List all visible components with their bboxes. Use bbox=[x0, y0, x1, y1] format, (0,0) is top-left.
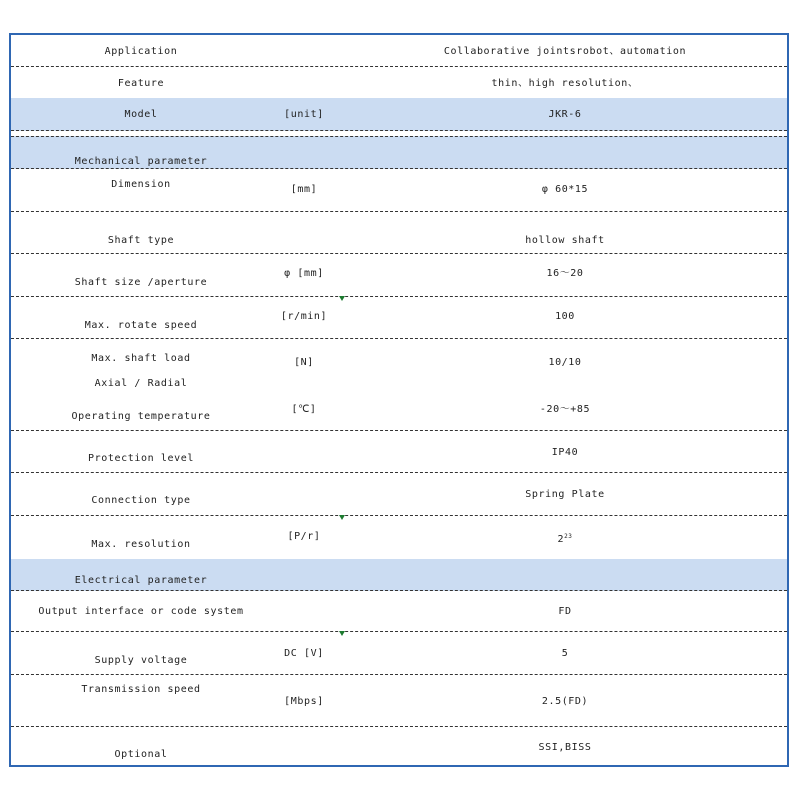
supply-voltage-label: Supply voltage bbox=[94, 655, 188, 666]
green-marker-icon bbox=[339, 631, 345, 636]
connection-value: Spring Plate bbox=[525, 489, 605, 500]
row-connection bbox=[11, 473, 787, 516]
output-interface-label: Output interface or code system bbox=[38, 606, 244, 617]
application-value: Collaborative jointsrobot、automation bbox=[443, 46, 687, 57]
resolution-value bbox=[557, 531, 572, 546]
rotate-speed-label: Max. rotate speed bbox=[84, 320, 198, 331]
row-dimension bbox=[11, 169, 787, 212]
row-shaft-type bbox=[11, 212, 787, 254]
transmission-unit: [Mbps] bbox=[284, 696, 324, 707]
shaft-type-value: hollow shaft bbox=[525, 235, 605, 246]
row-shaft-size bbox=[11, 254, 787, 297]
green-marker-icon bbox=[339, 296, 345, 301]
protection-label: Protection level bbox=[88, 453, 194, 464]
connection-label: Connection type bbox=[91, 495, 191, 506]
feature-value: thin、high resolution、 bbox=[491, 78, 639, 89]
shaft-size-unit: φ [mm] bbox=[284, 268, 324, 279]
row-electrical-section bbox=[11, 559, 787, 591]
row-transmission bbox=[11, 675, 787, 727]
row-shaft-load bbox=[11, 339, 787, 387]
feature-label: Feature bbox=[117, 78, 165, 89]
model-label: Model bbox=[124, 109, 158, 120]
dimension-label: Dimension bbox=[111, 179, 171, 190]
resolution-label: Max. resolution bbox=[91, 539, 191, 550]
output-interface-value: FD bbox=[558, 606, 572, 617]
shaft-size-label: Shaft size /aperture bbox=[74, 277, 208, 288]
rotate-speed-unit: [r/min] bbox=[280, 311, 328, 322]
rotate-speed-value: 100 bbox=[555, 311, 575, 322]
dimension-unit: [mm] bbox=[290, 184, 318, 195]
row-protection bbox=[11, 431, 787, 473]
shaft-load-label: Max. shaft load bbox=[91, 353, 191, 364]
spec-table bbox=[9, 33, 789, 767]
optional-label: Optional bbox=[114, 749, 168, 760]
protection-value: IP40 bbox=[551, 447, 579, 458]
row-application bbox=[11, 35, 787, 67]
row-output-interface bbox=[11, 591, 787, 632]
supply-voltage-value: 5 bbox=[561, 648, 569, 659]
temperature-unit: [℃] bbox=[291, 404, 317, 415]
row-feature bbox=[11, 67, 787, 100]
row-resolution bbox=[11, 516, 787, 559]
temperature-label: Operating temperature bbox=[71, 411, 211, 422]
supply-voltage-unit: DC [V] bbox=[284, 648, 324, 659]
row-model bbox=[11, 98, 787, 131]
temperature-value: -20～+85 bbox=[539, 404, 591, 415]
resolution-unit: [P/r] bbox=[287, 531, 321, 542]
application-label: Application bbox=[104, 46, 178, 57]
row-supply-voltage bbox=[11, 632, 787, 675]
dimension-value: φ 60*15 bbox=[541, 184, 589, 195]
optional-value: SSI,BISS bbox=[538, 742, 592, 753]
row-optional bbox=[11, 727, 787, 767]
transmission-value: 2.5(FD) bbox=[541, 696, 589, 707]
model-unit: [unit] bbox=[284, 109, 324, 120]
row-rotate-speed bbox=[11, 297, 787, 339]
row-temperature bbox=[11, 387, 787, 431]
electrical-section-title: Electrical parameter bbox=[74, 575, 208, 586]
resolution-exponent: 23 bbox=[564, 533, 573, 540]
shaft-load-unit: [N] bbox=[294, 357, 314, 368]
shaft-load-sublabel: Axial / Radial bbox=[94, 378, 188, 389]
row-mechanical-section bbox=[11, 136, 787, 169]
transmission-label: Transmission speed bbox=[81, 684, 201, 695]
shaft-load-value: 10/10 bbox=[548, 357, 582, 368]
shaft-size-value: 16～20 bbox=[546, 268, 584, 279]
model-value: JKR-6 bbox=[548, 109, 582, 120]
resolution-base: 2 bbox=[557, 534, 565, 545]
mechanical-section-title: Mechanical parameter bbox=[74, 156, 208, 167]
shaft-type-label: Shaft type bbox=[107, 235, 175, 246]
green-marker-icon bbox=[339, 515, 345, 520]
